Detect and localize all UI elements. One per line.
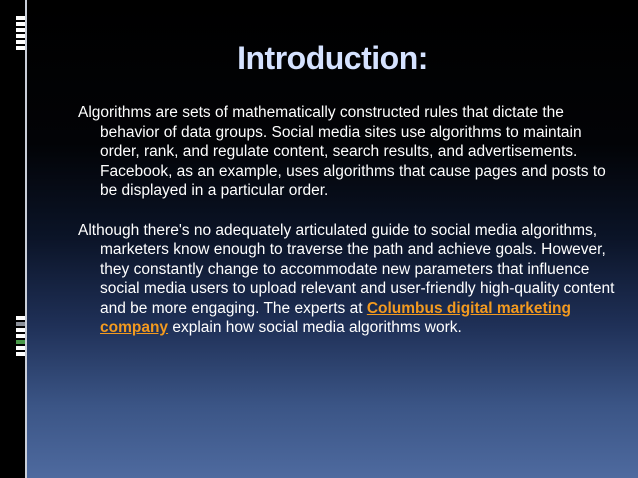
top-decorative-bar — [16, 46, 25, 50]
middle-decorative-bars — [16, 316, 25, 358]
middle-decorative-bar — [16, 346, 25, 350]
top-decorative-bar — [16, 40, 25, 44]
paragraph-social-media-guide — [78, 221, 618, 338]
paragraph-text-before-link: Although there's no adequately articulated guide to social media algorithms, marketers know enough to traverse the path and achieve goals. However, they constantly change to accommodate new parameters that influence social media users to upload relevant and user-friendly high-quality content and be more engaging. The experts at — [78, 221, 615, 317]
middle-decorative-bar — [16, 352, 25, 356]
top-decorative-bars — [16, 16, 25, 52]
columbus-digital-marketing-link[interactable]: Columbus digital marketing company — [100, 299, 571, 336]
middle-decorative-bar — [16, 316, 25, 320]
top-decorative-bar — [16, 28, 25, 32]
middle-decorative-bar — [16, 328, 25, 332]
middle-decorative-bar — [16, 322, 25, 326]
paragraph-algorithms-definition: Algorithms are sets of mathematically constructed rules that dictate the behavior of data groups. Social media sites use algorithms to maintain order, rank, and regulate content, search results, and advertisements. Facebook, as an example, uses algorithms that cause pages and posts to be displayed in a particular order. — [78, 104, 606, 199]
middle-decorative-bar — [16, 334, 25, 338]
paragraph-text-after-link: explain how social media algorithms work. — [168, 319, 462, 336]
top-decorative-bar — [16, 16, 25, 20]
slide-title: Introduction: — [237, 40, 428, 76]
middle-decorative-bar — [16, 340, 25, 344]
left-decorative-strip — [0, 0, 27, 478]
top-decorative-bar — [16, 34, 25, 38]
top-decorative-bar — [16, 22, 25, 26]
slide-body — [78, 103, 618, 358]
